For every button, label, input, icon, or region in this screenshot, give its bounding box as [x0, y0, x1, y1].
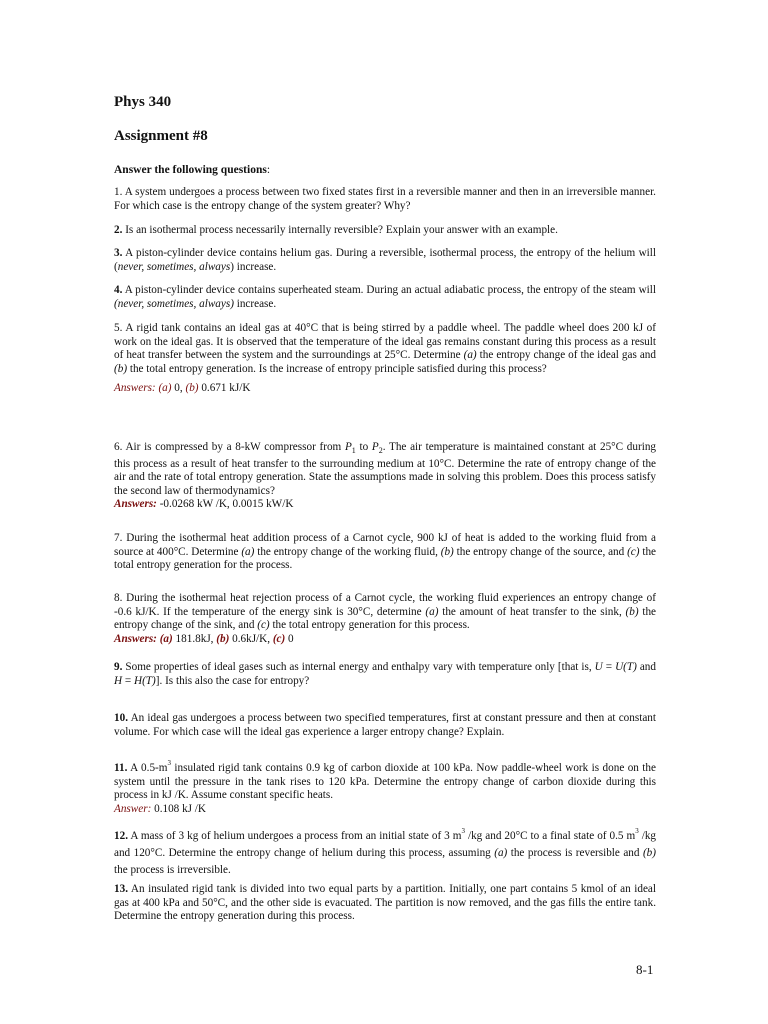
question-text: A system undergoes a process between two fixed states first in a reversible manner and then in an irreversible manner. For which case is the entropy change of the system greater? Why? — [114, 186, 656, 212]
pressure-p2: P — [371, 441, 379, 453]
answer-label: Answer: — [114, 802, 152, 815]
part-b-label: (b) — [642, 847, 656, 859]
answer-value: 0, — [171, 382, 186, 394]
question-number: 13. — [114, 883, 128, 895]
question-number: 12. — [114, 830, 128, 842]
question-sep: . — [119, 322, 126, 334]
exponent: 3 — [167, 759, 171, 767]
question-number: 8 — [114, 592, 120, 604]
question-text: the entropy change of the ideal gas and — [476, 349, 656, 361]
part-a-label: (a) — [494, 847, 508, 859]
question-number: 9. — [114, 661, 123, 673]
answer-line — [114, 633, 656, 647]
subscript-1: 1 — [351, 446, 356, 456]
question-text: the process is irreversible. — [114, 864, 231, 876]
question-text-end: increase. — [233, 297, 277, 310]
answer-label: Answers: — [114, 498, 157, 511]
question-text: the total entropy generation. Is the increase of entropy principle satisfied during this process? — [127, 362, 547, 375]
symbol-ut: U(T) — [615, 661, 637, 673]
course-title: Phys 340 — [114, 94, 172, 110]
question-text: the entropy change of the sink, and — [114, 605, 656, 631]
question-text: An ideal gas undergoes a process between two specified temperatures, first at constant pressure and then at constant volume. For which case will the ideal gas experience a larger entropy change? Explain. — [114, 712, 656, 738]
question-4 — [114, 284, 656, 311]
question-text: the total entropy generation for the process. — [114, 545, 656, 571]
part-c-label: (c) — [627, 545, 640, 558]
question-text: Is an isothermal process necessarily internally reversible? Explain your answer with an example. — [122, 224, 558, 236]
question-number: 10. — [114, 712, 128, 724]
instructions — [114, 164, 270, 176]
question-text: An insulated rigid tank is divided into two equal parts by a partition. Initially, one part contains 5 kmol of an ideal gas at 400 kPa and 50°C, and the other side is evacuated. The partition is now removed, and the gas fills the entire tank. Determine the entropy generation during this process. — [114, 883, 656, 922]
equals: = — [122, 674, 134, 687]
question-number: 7 — [114, 532, 120, 544]
answer-line — [114, 498, 656, 512]
question-7 — [114, 532, 656, 573]
instructions-text: Answer the following questions — [114, 164, 267, 176]
question-6 — [114, 441, 656, 512]
question-13 — [114, 883, 656, 924]
question-10 — [114, 712, 656, 739]
answer-value: 0.6kJ/K, — [229, 632, 273, 645]
question-text: to — [355, 441, 372, 453]
answer-label: (b) — [216, 632, 230, 645]
equals: = — [602, 661, 616, 673]
question-11 — [114, 757, 656, 816]
answer-label: Answers: (a) — [114, 382, 172, 394]
question-text: /kg and 20°C to a final state of 0.5 m — [464, 830, 636, 842]
question-number: 11. — [114, 762, 128, 774]
question-number: 2. — [114, 224, 123, 236]
question-text: A piston-cylinder device contains superheated steam. During an actual adiabatic process, the entropy of the steam will — [122, 284, 656, 296]
question-text: the entropy change of the source, and — [453, 545, 628, 558]
question-8 — [114, 592, 656, 646]
question-italic: never, sometimes, always — [117, 260, 231, 273]
question-text: and — [636, 661, 656, 673]
question-text: the amount of heat transfer to the sink, — [438, 605, 626, 618]
symbol-u: U — [594, 661, 603, 673]
question-number: 6 — [114, 441, 120, 453]
question-sep: . — [119, 532, 127, 544]
question-italic: (never, sometimes, always) — [114, 297, 234, 310]
part-b-label: (b) — [114, 362, 128, 375]
question-sep: . — [119, 592, 127, 604]
part-b-label: (b) — [440, 545, 454, 558]
question-3 — [114, 247, 656, 274]
question-text: the total entropy generation for this process. — [269, 619, 470, 631]
question-text: ]. Is this also the case for entropy? — [155, 674, 310, 687]
symbol-ht: H(T) — [134, 674, 156, 687]
question-text: /kg and 120°C. Determine the entropy change of helium during this process, assuming — [114, 830, 657, 859]
exponent: 3 — [461, 827, 465, 835]
subscript-2: 2 — [378, 446, 383, 456]
exponent: 3 — [635, 827, 639, 835]
answer-label: Answers: (a) — [114, 632, 173, 645]
question-text: Some properties of ideal gases such as internal energy and enthalpy vary with temperature only [that is, — [122, 661, 595, 673]
question-sep: . — [119, 441, 126, 453]
answer-label: (b) — [185, 382, 199, 394]
question-text: insulated rigid tank contains 0.9 kg of carbon dioxide at 100 kPa. Now paddle-wheel work is done on the system until the pressure in the tank rises to 120 kPa. Determine the entropy change of carbon dioxide during this process in kJ /K. Assume constant specific heats. — [114, 762, 656, 801]
question-12 — [114, 823, 656, 879]
question-1 — [114, 186, 656, 213]
symbol-h: H — [114, 674, 123, 687]
question-number: 1 — [114, 186, 120, 198]
question-number: 3. — [114, 247, 123, 259]
question-9 — [114, 661, 656, 688]
question-number: 5 — [114, 322, 120, 334]
question-text: A rigid tank contains an ideal gas at 40°C that is being stirred by a paddle wheel. The paddle wheel does 200 kJ of work on the ideal gas. It is observed that the temperature of the ideal gas remains constant during this process as a result of heat transfer between the system and the surroundings at 25°C. Determine — [114, 322, 657, 361]
answer-line — [114, 803, 656, 817]
instructions-colon: : — [266, 164, 271, 176]
question-2 — [114, 224, 656, 238]
question-text-end: ) increase. — [230, 260, 277, 273]
question-text: Air is compressed by a 8-kW compressor from — [125, 441, 345, 453]
answer-value: 0.108 kJ /K — [151, 802, 206, 815]
question-text: During the isothermal heat rejection process of a Carnot cycle, the working fluid experiences an entropy change of -0.6 kJ/K. If the temperature of the energy sink is 30°C, determine — [114, 592, 656, 618]
question-text: A 0.5-m — [127, 762, 168, 774]
part-c-label: (c) — [257, 619, 270, 631]
answer-line — [114, 382, 656, 396]
pressure-p1: P — [344, 441, 352, 453]
page-number: 8-1 — [636, 962, 654, 977]
part-a-label: (a) — [463, 349, 477, 361]
question-sep: . — [119, 186, 125, 198]
part-b-label: (b) — [625, 605, 639, 618]
question-text: the entropy change of the working fluid, — [254, 545, 441, 558]
answer-value: 181.8kJ, — [172, 632, 217, 645]
part-a-label: (a) — [241, 545, 255, 558]
question-text: A piston-cylinder device contains helium gas. During a reversible, isothermal process, the entropy of the helium will ( — [114, 247, 656, 273]
answer-value: 0 — [285, 632, 294, 645]
answer-label: (c) — [272, 632, 286, 645]
question-text: A mass of 3 kg of helium undergoes a process from an initial state of 3 m — [127, 830, 462, 842]
assignment-title: Assignment #8 — [114, 128, 208, 144]
part-a-label: (a) — [425, 605, 439, 618]
answer-value: 0.671 kJ/K — [198, 382, 251, 394]
question-text: the process is reversible and — [507, 847, 643, 859]
answer-value: -0.0268 kW /K, 0.0015 kW/K — [156, 498, 294, 511]
question-text: During the isothermal heat addition process of a Carnot cycle, 900 kJ of heat is added to the working fluid from a source at 400°C. Determine — [114, 532, 657, 558]
question-5 — [114, 322, 656, 396]
question-number: 4. — [114, 284, 123, 296]
question-text: . The air temperature is maintained constant at 25°C during this process as a result of heat transfer to the surrounding medium at 10°C. Determine the rate of entropy change of the air and the rate of total entropy generation. State the assumptions made in solving this problem. Does this process satisfy the second law of thermodynamics? — [114, 441, 657, 497]
